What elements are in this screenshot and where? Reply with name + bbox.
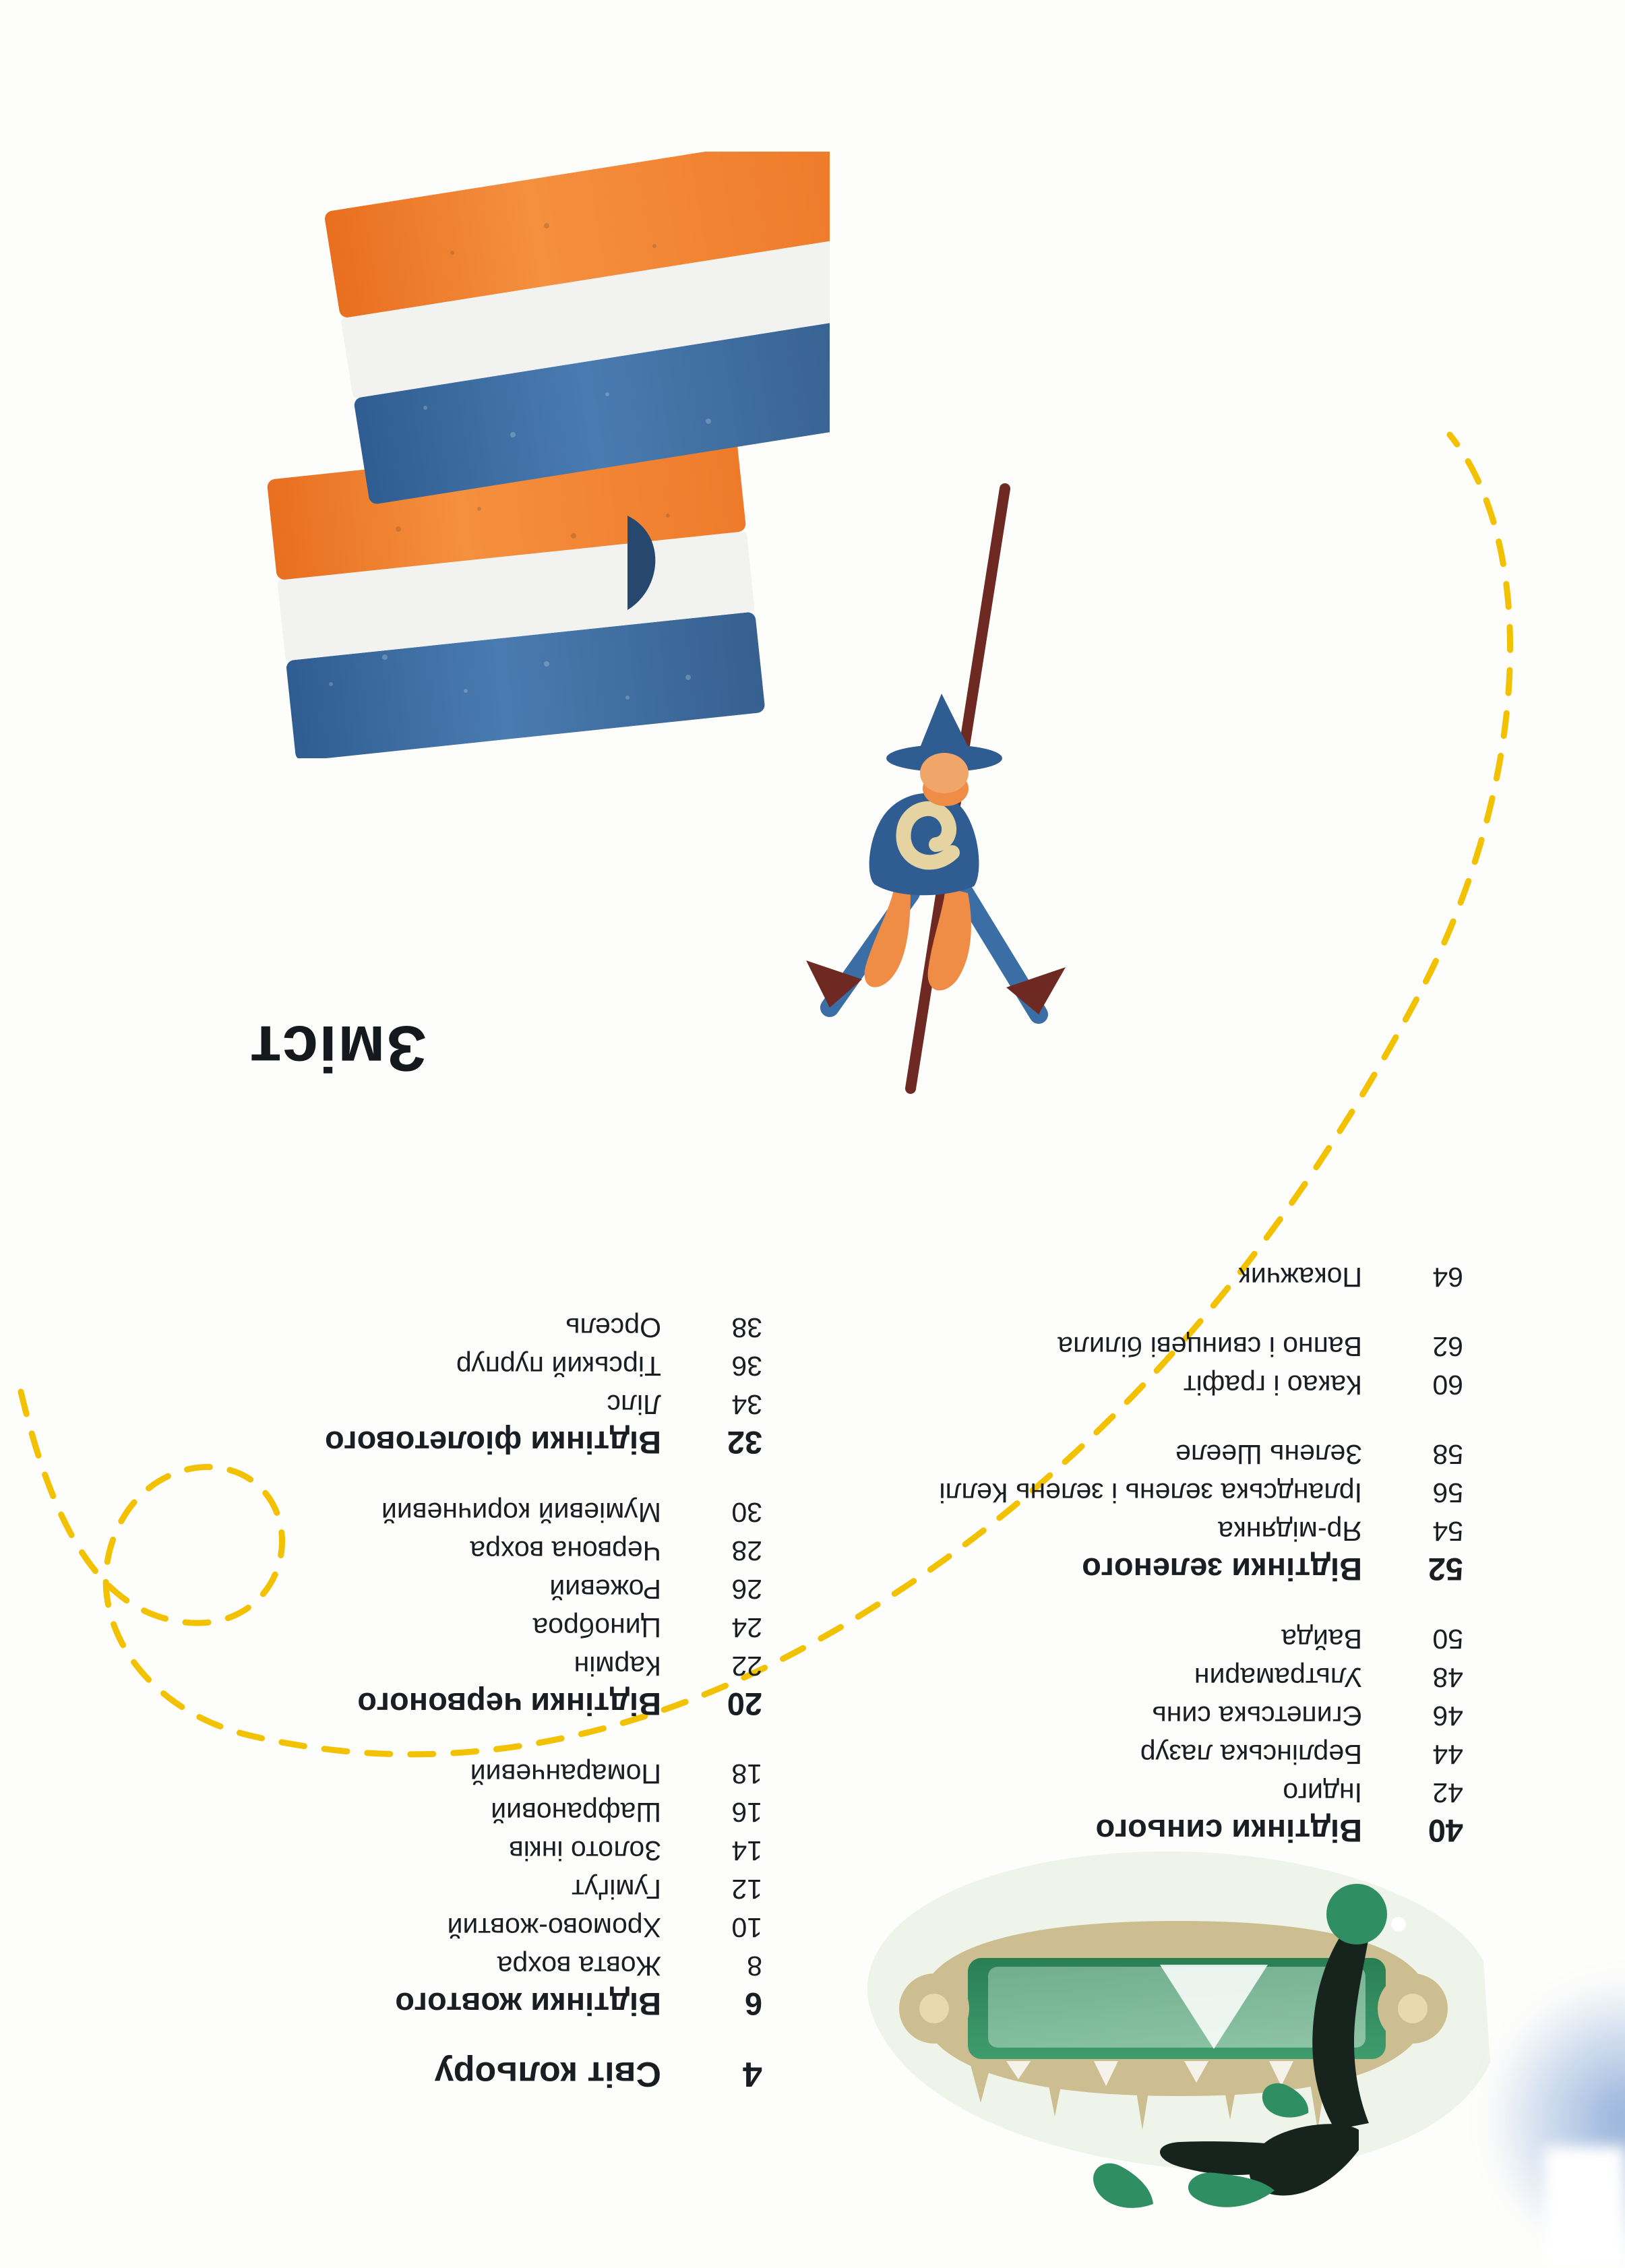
toc-entry[interactable] [857, 1435, 1463, 1473]
toc-page-number: 38 [731, 1312, 762, 1343]
toc-entry-label: Відтінки жовтого [395, 1986, 661, 2022]
toc-spacer [156, 1462, 762, 1493]
toc-entry[interactable] [156, 1685, 762, 1723]
toc-entry[interactable] [156, 1423, 762, 1462]
toc-entry-label: Вапно і свинцеві білила [1057, 1331, 1362, 1362]
toc-entry[interactable] [857, 1512, 1463, 1550]
toc-page-number: 22 [731, 1651, 762, 1682]
toc-entry-label: Берлінська лазур [1140, 1739, 1362, 1770]
toc-page-number: 24 [731, 1612, 762, 1643]
page-title: Зміст [249, 1012, 427, 1084]
toc-entry[interactable] [156, 1347, 762, 1385]
toc-entry[interactable] [857, 1696, 1463, 1735]
toc-spacer [857, 1404, 1463, 1435]
toc-entry[interactable] [857, 1620, 1463, 1658]
toc-spacer [156, 2023, 762, 2054]
toc-entry-label: Гуміґут [572, 1874, 661, 1905]
toc-entry-label: Хромово-жовтий [447, 1912, 661, 1943]
toc-entry-label: Ірландська зелень і зелень Келлі [939, 1477, 1362, 1508]
toc-spacer [857, 1589, 1463, 1620]
toc-entry-label: Циноброа [532, 1612, 661, 1643]
toc-entry-label: Жовта вохра [497, 1951, 661, 1982]
toc-entry[interactable] [156, 1908, 762, 1947]
toc-entry-label: Відтінки фіолетового [324, 1425, 661, 1461]
toc-page-number: 58 [1432, 1439, 1463, 1470]
toc-entry[interactable] [156, 1831, 762, 1870]
toc-entry[interactable] [857, 1658, 1463, 1696]
toc-entry-label: Відтінки синього [1095, 1813, 1362, 1849]
toc-page-number: 32 [727, 1425, 762, 1461]
toc-page-number: 4 [743, 2054, 762, 2093]
toc-entry[interactable] [156, 1870, 762, 1908]
toc-page-number: 40 [1428, 1813, 1463, 1849]
toc-entry[interactable] [857, 1550, 1463, 1589]
toc-spacer [156, 1723, 762, 1754]
toc-page-number: 6 [744, 1986, 762, 2022]
toc-column-left [857, 1258, 1463, 1850]
toc-entry[interactable] [857, 1258, 1463, 1296]
toc-entry-label: Відтінки червоного [357, 1686, 661, 1722]
toc-entry[interactable] [857, 1366, 1463, 1404]
toc-column-right [156, 1308, 762, 2093]
toc-entry[interactable] [156, 1493, 762, 1531]
toc-page-number: 26 [731, 1574, 762, 1605]
toc-entry-label: Орсель [565, 1312, 661, 1343]
toc-spacer [857, 1296, 1463, 1327]
toc-entry-label: Какао і графіт [1183, 1370, 1362, 1401]
mirror-frame-illustration [816, 1813, 1531, 2231]
toc-page-number: 34 [731, 1389, 762, 1420]
toc-entry[interactable] [156, 1385, 762, 1423]
toc-page-number: 52 [1428, 1552, 1463, 1587]
toc-page-number: 42 [1432, 1777, 1463, 1808]
toc-page-number: 10 [731, 1912, 762, 1943]
toc-entry[interactable] [156, 1985, 762, 2023]
toc-page-number: 28 [731, 1535, 762, 1566]
toc-entry-label: Зелень Шееле [1175, 1439, 1362, 1470]
toc-entry-label: Золото інків [508, 1835, 661, 1866]
toc-entry[interactable] [156, 1754, 762, 1793]
toc-entry-label: Вайда [1281, 1624, 1362, 1655]
toc-entry[interactable] [857, 1735, 1463, 1773]
toc-entry-label: Єгипетська синь [1152, 1700, 1362, 1731]
toc-page-number: 30 [731, 1497, 762, 1528]
toc-entry[interactable] [156, 1570, 762, 1608]
toc-entry-label: Помаранчевий [470, 1758, 661, 1789]
toc-page-number: 48 [1432, 1662, 1463, 1693]
toc-page-number: 56 [1432, 1477, 1463, 1508]
flag-ribbon-illustration [183, 152, 830, 758]
toc-entry[interactable] [857, 1327, 1463, 1366]
toc-entry-label: Яр-мідянка [1218, 1516, 1362, 1547]
toc-entry-label: Відтінки зеленого [1082, 1552, 1362, 1587]
toc-entry-label: Світ кольору [434, 2054, 661, 2093]
toc-page-number: 46 [1432, 1700, 1463, 1731]
toc-entry-label: Тірський пурпур [456, 1351, 661, 1382]
toc-page-number: 44 [1432, 1739, 1463, 1770]
toc-entry[interactable] [156, 1793, 762, 1831]
toc-entry[interactable] [857, 1473, 1463, 1512]
scan-edge-artifact [1544, 2147, 1625, 2268]
toc-page-number: 54 [1432, 1516, 1463, 1547]
toc-page-number: 50 [1432, 1624, 1463, 1655]
toc-entry[interactable] [857, 1773, 1463, 1812]
toc-entry-label: Муміевий коричневий [381, 1497, 661, 1528]
toc-page-number: 20 [727, 1686, 762, 1722]
toc-entry-label: Рожевий [549, 1574, 661, 1605]
toc-entry-label: Ультрамарин [1194, 1662, 1362, 1693]
toc-page-number: 16 [731, 1797, 762, 1828]
toc-entry-label: Індиго [1283, 1777, 1362, 1808]
toc-page-number: 36 [731, 1351, 762, 1382]
toc-page-number: 8 [747, 1951, 762, 1982]
toc-entry-label: Покажчик [1238, 1262, 1362, 1293]
toc-entry-label: Шафрановий [491, 1797, 661, 1828]
toc-entry-label: Червона вохра [470, 1535, 661, 1566]
toc-entry[interactable] [156, 1531, 762, 1570]
toc-page-number: 64 [1432, 1262, 1463, 1293]
toc-entry[interactable] [156, 2054, 762, 2093]
toc-entry[interactable] [156, 1308, 762, 1347]
toc-entry-label: Кармін [574, 1651, 661, 1682]
toc-entry[interactable] [156, 1647, 762, 1685]
toc-page-number: 12 [731, 1874, 762, 1905]
toc-entry[interactable] [156, 1947, 762, 1985]
toc-entry[interactable] [156, 1608, 762, 1647]
toc-page-number: 62 [1432, 1331, 1463, 1362]
toc-entry-label: Лілс [607, 1389, 661, 1420]
toc-page-number: 18 [731, 1758, 762, 1789]
toc-page-number: 14 [731, 1835, 762, 1866]
toc-page-number: 60 [1432, 1370, 1463, 1401]
